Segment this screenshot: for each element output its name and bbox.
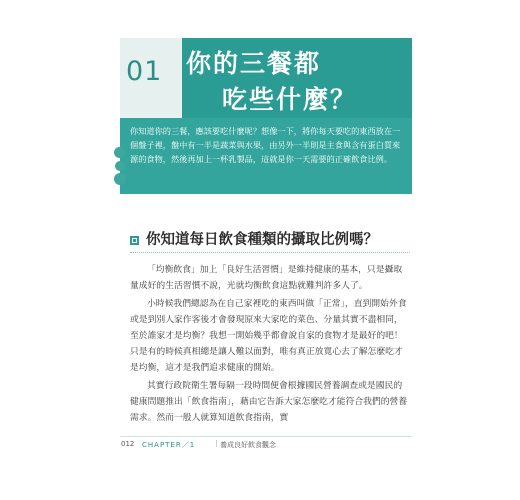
footer-chapter-label: CHAPTER／1 bbox=[142, 441, 196, 449]
chapter-number: 01 bbox=[126, 56, 163, 87]
intro-text: 你知道你的三餐，應該要吃什麼呢？想像一下，將你每天要吃的東西放在一個盤子裡，盤中有一半是蔬菜與水果，由另外一半則是主食與含有蛋白質來源的食物，然後再加上一杯乳製品，這就是你一天需要的正確飲食比例。 bbox=[130, 126, 401, 164]
footer-separator: ｜ bbox=[213, 440, 220, 448]
body-paragraph: 其實行政院衛生署每隔一段時間便會根據國民營養調查或是國民的健康問題推出「飲食指南」，藉由它告訴大家怎麼吃才能符合我們的營養需求。然而一般人就算知道飲食指南，實 bbox=[130, 381, 408, 423]
section-bullet-icon bbox=[130, 236, 139, 245]
decorative-dot bbox=[114, 173, 126, 185]
section-divider bbox=[130, 252, 410, 253]
chapter-title-line-2: 吃些什麼？ bbox=[222, 85, 358, 114]
section-title: 你知道每日飲食種類的攝取比例嗎？ bbox=[146, 231, 378, 248]
body-text bbox=[130, 262, 410, 428]
decorative-dot bbox=[114, 147, 125, 158]
body-paragraph: 「均衡飲食」加上「良好生活習慣」是維持健康的基本，只是攝取量成好的生活習慣不說，光就均衡飲食這點就難判許多人了。 bbox=[130, 265, 403, 291]
page-number: 012 bbox=[121, 440, 135, 448]
footer-divider bbox=[120, 436, 412, 437]
chapter-title-line-1: 你的三餐都 bbox=[186, 49, 322, 78]
decorative-dot bbox=[115, 161, 125, 171]
body-paragraph: 小時候我們總認為在自己家裡吃的東西叫做「正常」，直到開始外食或是到別人家作客後才會發現原來大家吃的菜色、分量其實不盡相同，至於誰家才是均衡？我想一開始幾乎都會說自家的食物才是最好的吧！只是有的時候真相總是讓人難以面對，唯有真正放寬心去了解怎麼吃才是均衡，這才是我們追求健康的開始。 bbox=[130, 299, 407, 373]
footer-chapter-title: 養成良好飲食觀念 bbox=[220, 441, 276, 449]
